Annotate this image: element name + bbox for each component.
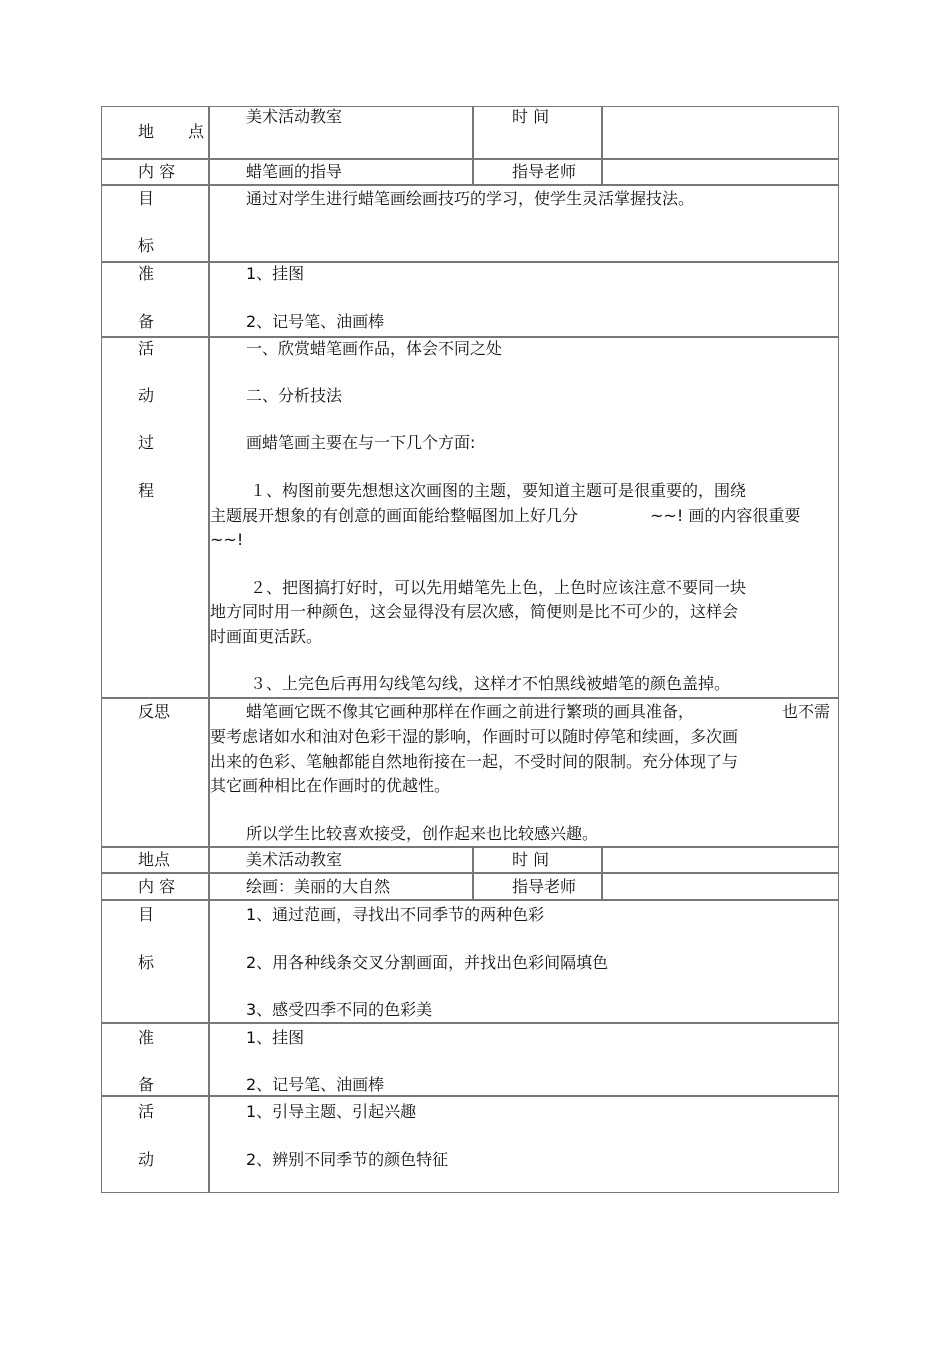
goal-label-char: 标 — [138, 953, 155, 972]
prep-item: 2、记号笔、油画棒 — [246, 312, 385, 331]
reflection-line: 出来的色彩、笔触都能自然地衔接在一起，不受时间的限制。充分体现了与 — [210, 752, 739, 771]
prep-item: 1、挂图 — [246, 264, 305, 283]
teacher-label: 指导老师 — [512, 162, 577, 181]
teacher-label: 指导老师 — [512, 877, 577, 896]
prep-item: 2、记号笔、油画棒 — [246, 1075, 385, 1094]
process-line: 画蜡笔画主要在与一下几个方面: — [246, 433, 476, 452]
content-value: 绘画：美丽的大自然 — [246, 877, 391, 896]
reflection-label: 反思 — [138, 702, 171, 721]
content-label: 内 容 — [138, 162, 176, 181]
goal-text: 通过对学生进行蜡笔画绘画技巧的学习，使学生灵活掌握技法。 — [246, 189, 695, 208]
process-line: 1、引导主题、引起兴趣 — [246, 1102, 417, 1121]
location-label-part-1: 地 — [138, 122, 155, 141]
time-label: 时 间 — [512, 107, 550, 126]
process-label-char: 活 — [138, 1102, 155, 1121]
process-label-cell — [101, 337, 209, 698]
reflection-line: 所以学生比较喜欢接受，创作起来也比较感兴趣。 — [246, 824, 599, 843]
process-line: １、构图前要先想想这次画图的主题，要知道主题可是很重要的，围绕 — [250, 481, 747, 500]
process-label-cell — [101, 1096, 209, 1193]
prep-label-cell — [101, 1023, 209, 1096]
goal-label-char: 目 — [138, 189, 155, 208]
process-line: ３、上完色后再用勾线笔勾线，这样才不怕黑线被蜡笔的颜色盖掉。 — [250, 674, 731, 693]
location-value: 美术活动教室 — [246, 107, 343, 126]
content-value: 蜡笔画的指导 — [246, 162, 343, 181]
location-label: 地点 — [138, 850, 171, 869]
process-line: ~~! 画的内容很重要 — [650, 506, 801, 525]
goal-label-cell — [101, 900, 209, 1023]
prep-label-char: 准 — [138, 264, 155, 283]
goal-label-cell — [101, 185, 209, 262]
reflection-line: 也不需 — [782, 702, 831, 721]
prep-item: 1、挂图 — [246, 1028, 305, 1047]
location-label-part-2: 点 — [188, 122, 205, 141]
teacher-value-cell — [602, 873, 839, 900]
process-line: 时画面更活跃。 — [210, 627, 323, 646]
time-value-cell — [602, 106, 839, 159]
process-label-char: 程 — [138, 481, 155, 500]
process-label-char: 动 — [138, 386, 155, 405]
prep-label-char: 备 — [138, 312, 155, 331]
reflection-line: 其它画种相比在作画时的优越性。 — [210, 776, 451, 795]
time-label: 时 间 — [512, 850, 550, 869]
reflection-line: 要考虑诸如水和油对色彩干湿的影响，作画时可以随时停笔和续画，多次画 — [210, 727, 739, 746]
goal-label-char: 目 — [138, 905, 155, 924]
goal-item: 2、用各种线条交叉分割画面，并找出色彩间隔填色 — [246, 953, 609, 972]
prep-label-char: 准 — [138, 1028, 155, 1047]
location-value: 美术活动教室 — [246, 850, 343, 869]
reflection-line: 蜡笔画它既不像其它画种那样在作画之前进行繁琐的画具准备， — [246, 702, 695, 721]
process-line: 主题展开想象的有创意的画面能给整幅图加上好几分 — [210, 506, 579, 525]
process-line: ~~! — [210, 530, 244, 549]
process-line: ２、把图搞打好时，可以先用蜡笔先上色，上色时应该注意不要同一块 — [250, 578, 747, 597]
process-line: 二、分析技法 — [246, 386, 343, 405]
process-label-char: 活 — [138, 339, 155, 358]
time-value-cell — [602, 847, 839, 873]
goal-label-char: 标 — [138, 236, 155, 255]
goal-item: 1、通过范画，寻找出不同季节的两种色彩 — [246, 905, 545, 924]
prep-label-char: 备 — [138, 1075, 155, 1094]
process-label-char: 过 — [138, 433, 155, 452]
teacher-value-cell — [602, 159, 839, 185]
process-line: 地方同时用一种颜色，这会显得没有层次感，简便则是比不可少的，这样会 — [210, 602, 739, 621]
process-line: 2、辨别不同季节的颜色特征 — [246, 1150, 449, 1169]
prep-label-cell — [101, 262, 209, 337]
process-line: 一、欣赏蜡笔画作品，体会不同之处 — [246, 339, 503, 358]
content-label: 内 容 — [138, 877, 176, 896]
goal-item: 3、感受四季不同的色彩美 — [246, 1000, 433, 1019]
process-label-char: 动 — [138, 1150, 155, 1169]
